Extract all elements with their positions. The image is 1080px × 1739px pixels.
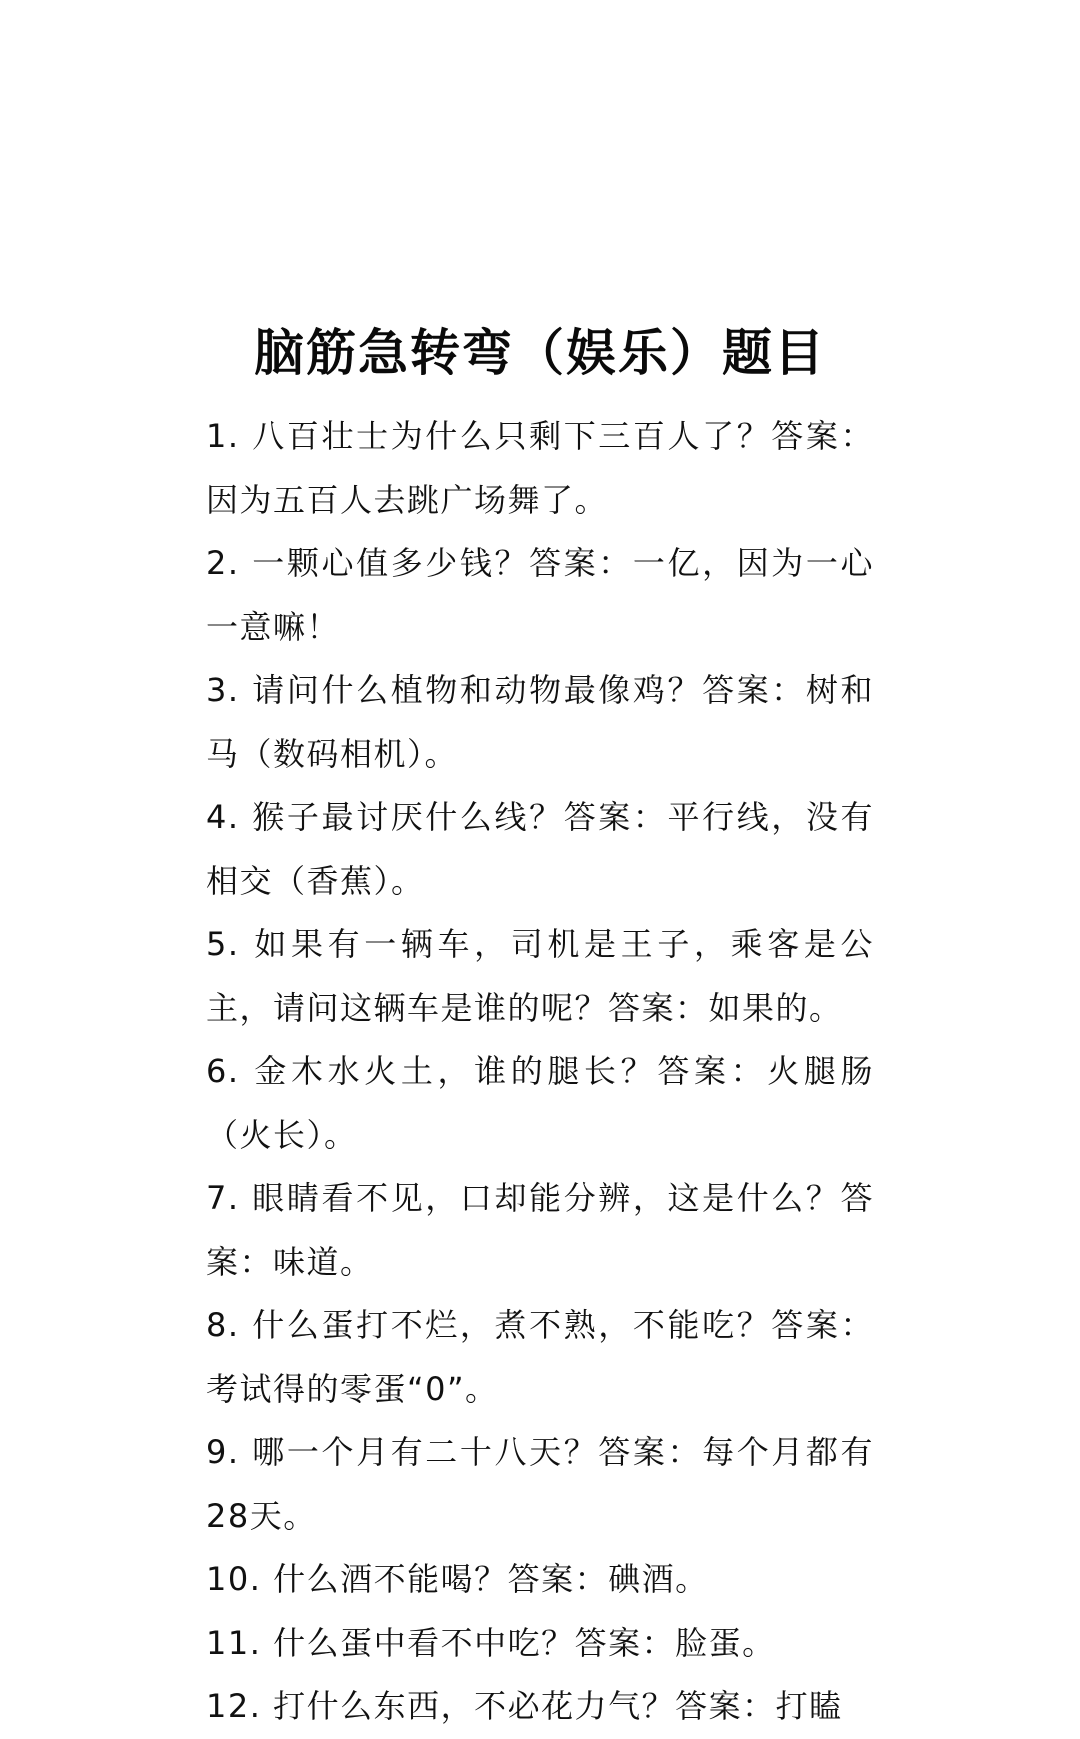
riddle-item-11: 11. 什么蛋中看不中吃？答案：脸蛋。: [206, 1623, 776, 1662]
riddle-item-10: 10. 什么酒不能喝？答案：碘酒。: [206, 1560, 709, 1598]
riddle-item-3: 3. 请问什么植物和动物最像鸡？答案：树和马（数码相机）。: [206, 671, 874, 773]
riddle-item-7: 7. 眼睛看不见，口却能分辨，这是什么？答案：味道。: [206, 1179, 874, 1281]
riddle-item-6: 6. 金木水火土，谁的腿长？答案：火腿肠（火长）。: [206, 1052, 874, 1154]
riddle-item-2: 2. 一颗心值多少钱？答案：一亿，因为一心一意嘛！: [206, 544, 874, 646]
riddle-item-4: 4. 猴子最讨厌什么线？答案：平行线，没有相交（香蕉）。: [206, 798, 874, 900]
riddle-item-5: 5. 如果有一辆车，司机是王子，乘客是公主，请问这辆车是谁的呢？答案：如果的。: [206, 925, 874, 1027]
riddle-item-9: 9. 哪一个月有二十八天？答案：每个月都有28天。: [206, 1433, 874, 1535]
riddle-item-12: 12. 打什么东西，不必花力气？答案：打瞌: [206, 1687, 843, 1725]
page-title: 脑筋急转弯（娱乐）题目: [254, 324, 826, 382]
riddle-list: [206, 405, 874, 1739]
riddle-item-1: 1. 八百壮士为什么只剩下三百人了？答案：因为五百人去跳广场舞了。: [206, 417, 874, 519]
riddle-item-8: 8. 什么蛋打不烂，煮不熟，不能吃？答案：考试得的零蛋“0”。: [206, 1306, 874, 1408]
